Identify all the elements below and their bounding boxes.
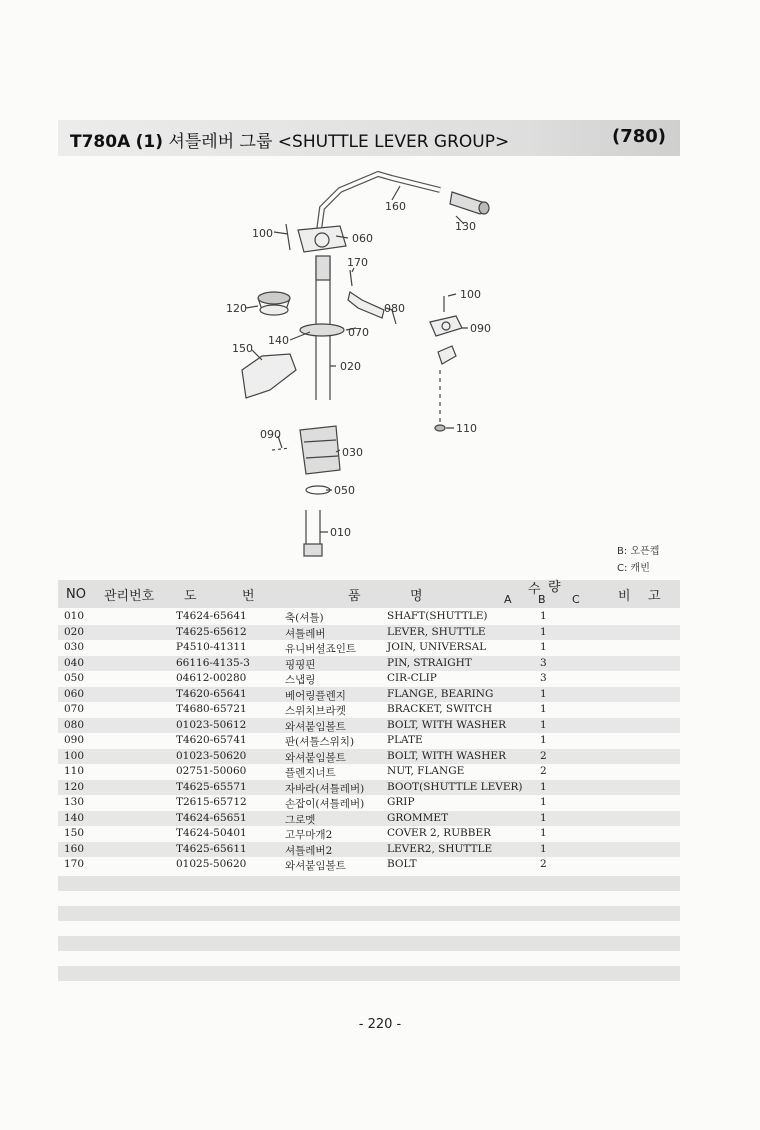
cell-part-number: T4624-65641 <box>176 610 247 622</box>
callout-140: 140 <box>268 334 289 347</box>
callout-120: 120 <box>226 302 247 315</box>
cell-part-number: T4620-65741 <box>176 734 247 746</box>
header-ryang: 량 <box>548 580 561 595</box>
cabin-legend <box>617 543 659 577</box>
cell-name-english: FLANGE, BEARING <box>387 687 494 700</box>
cell-quantity: 1 <box>540 703 547 715</box>
cell-name-korean: 그로멧 <box>285 813 316 826</box>
cell-no: 140 <box>64 811 85 824</box>
cell-no: 170 <box>64 858 85 870</box>
callout-070: 070 <box>348 326 369 339</box>
cell-quantity: 1 <box>540 610 547 622</box>
cell-name-english: SHAFT(SHUTTLE) <box>387 610 488 622</box>
callout-090-right: 090 <box>470 322 491 335</box>
cell-no: 020 <box>64 625 85 638</box>
cell-quantity: 2 <box>540 858 547 870</box>
table-row <box>58 795 680 811</box>
cell-no: 040 <box>64 656 85 669</box>
model-code: T780A <box>70 132 131 152</box>
cell-part-number: T4680-65721 <box>176 703 247 715</box>
section-header <box>58 120 680 156</box>
cell-name-korean: 와셔붙임볼트 <box>285 720 346 733</box>
cell-quantity: 3 <box>540 672 547 684</box>
cell-part-number: T2615-65712 <box>176 796 247 808</box>
empty-row-band <box>58 876 680 891</box>
cell-no: 160 <box>64 842 85 855</box>
callout-100-right: 100 <box>460 288 481 301</box>
empty-row-band <box>58 936 680 951</box>
cell-quantity: 2 <box>540 749 547 762</box>
cell-no: 030 <box>64 641 85 653</box>
cell-part-number: 04612-00280 <box>176 672 247 684</box>
cell-part-number: P4510-41311 <box>176 641 247 653</box>
cell-name-korean: 고무마개2 <box>285 829 333 841</box>
empty-row-band <box>58 966 680 981</box>
cell-name-english: BOLT <box>387 858 417 870</box>
cell-name-korean: 판(셔틀스위치) <box>285 736 355 748</box>
callout-020: 020 <box>340 360 361 373</box>
header-mgmt: 관리번호 <box>104 589 155 604</box>
cell-name-english: GRIP <box>387 796 415 808</box>
cell-name-english: BRACKET, SWITCH <box>387 703 493 715</box>
cell-name-english: LEVER2, SHUTTLE <box>387 842 493 855</box>
cell-no: 070 <box>64 703 85 715</box>
cell-no: 080 <box>64 718 85 731</box>
table-row <box>58 640 680 656</box>
cell-quantity: 2 <box>540 765 547 777</box>
cell-quantity: 1 <box>540 625 547 638</box>
cell-part-number: 01023-50612 <box>176 718 247 731</box>
cell-name-english: JOIN, UNIVERSAL <box>387 641 487 653</box>
cell-no: 110 <box>64 765 85 777</box>
cell-name-korean: 와셔붙임볼트 <box>285 860 346 872</box>
table-row <box>58 733 680 749</box>
cell-name-english: GROMMET <box>387 811 449 824</box>
cell-name-korean: 셔틀레버 <box>285 627 326 640</box>
header-beon: 번 <box>242 589 255 604</box>
table-row <box>58 656 680 672</box>
cell-quantity: 1 <box>540 796 547 808</box>
header-b: B <box>538 593 546 606</box>
table-row <box>58 625 680 641</box>
parts-table-body <box>58 609 680 873</box>
cell-name-korean: 축(셔틀) <box>285 612 324 624</box>
header-a: A <box>504 593 512 606</box>
header-do: 도 <box>184 589 197 604</box>
cell-name-korean: 스위치브라켓 <box>285 705 346 717</box>
header-no: NO <box>66 587 86 602</box>
cell-part-number: 66116-4135-3 <box>176 656 250 669</box>
cell-quantity: 1 <box>540 641 547 653</box>
cell-part-number: 01025-50620 <box>176 858 247 870</box>
table-row <box>58 842 680 858</box>
cell-name-english: PIN, STRAIGHT <box>387 656 472 669</box>
cell-part-number: T4620-65641 <box>176 687 247 700</box>
cell-part-number: 01023-50620 <box>176 749 247 762</box>
cell-name-english: PLATE <box>387 734 423 746</box>
cell-part-number: 02751-50060 <box>176 765 247 777</box>
cell-quantity: 1 <box>540 811 547 824</box>
section-title <box>70 127 509 152</box>
header-c: C <box>572 593 580 606</box>
cell-name-korean: 와셔붙임볼트 <box>285 751 346 764</box>
callout-050: 050 <box>334 484 355 497</box>
table-row <box>58 671 680 687</box>
exploded-parts-diagram <box>0 160 760 560</box>
callout-010: 010 <box>330 526 351 539</box>
cell-no: 150 <box>64 827 85 839</box>
cell-part-number: T4624-65651 <box>176 811 247 824</box>
legend-b: B: 오픈켑 <box>617 546 660 557</box>
cell-part-number: T4624-50401 <box>176 827 247 839</box>
cell-name-english: BOLT, WITH WASHER <box>387 718 506 731</box>
cell-name-korean: 플렌지너트 <box>285 767 336 779</box>
table-row <box>58 687 680 703</box>
cell-no: 010 <box>64 610 85 622</box>
cell-name-korean: 셔틀레버2 <box>285 844 333 857</box>
parts-table-header <box>58 580 680 608</box>
cell-no: 090 <box>64 734 85 746</box>
callout-130: 130 <box>455 220 476 233</box>
cell-part-number: T4625-65571 <box>176 780 247 793</box>
cell-name-korean: 자바라(셔틀레버) <box>285 782 365 795</box>
header-bi: 비 <box>618 589 631 604</box>
title-korean: 셔틀레버 그룹 <box>168 132 273 152</box>
cell-quantity: 1 <box>540 780 547 793</box>
cell-name-korean: 베어링플렌지 <box>285 689 346 702</box>
header-pum: 품 <box>348 589 361 604</box>
callout-080: 080 <box>384 302 405 315</box>
callout-110: 110 <box>456 422 477 435</box>
cell-no: 120 <box>64 780 85 793</box>
cell-no: 100 <box>64 749 85 762</box>
header-su: 수 <box>528 582 541 597</box>
cell-name-english: CIR-CLIP <box>387 672 437 684</box>
table-row <box>58 857 680 873</box>
table-row <box>58 609 680 625</box>
cell-no: 130 <box>64 796 85 808</box>
cell-part-number: T4625-65612 <box>176 625 247 638</box>
table-row <box>58 718 680 734</box>
cell-name-english: COVER 2, RUBBER <box>387 827 492 839</box>
cell-quantity: 1 <box>540 827 547 839</box>
cell-name-korean: 손잡이(셔틀레버) <box>285 798 365 810</box>
legend-c: C: 캐빈 <box>617 563 650 574</box>
section-number: (1) <box>135 132 164 152</box>
cell-quantity: 1 <box>540 687 547 700</box>
table-row <box>58 780 680 796</box>
table-row <box>58 764 680 780</box>
callout-030: 030 <box>342 446 363 459</box>
cell-quantity: 1 <box>540 734 547 746</box>
callout-170: 170 <box>347 256 368 269</box>
cell-name-english: BOOT(SHUTTLE LEVER) <box>387 780 523 793</box>
cell-quantity: 3 <box>540 656 547 669</box>
cell-no: 050 <box>64 672 85 684</box>
table-row <box>58 811 680 827</box>
cell-part-number: T4625-65611 <box>176 842 247 855</box>
callout-160: 160 <box>385 200 406 213</box>
cell-no: 060 <box>64 687 85 700</box>
page-code: (780) <box>611 126 666 147</box>
cell-name-english: BOLT, WITH WASHER <box>387 749 506 762</box>
empty-row-band <box>58 906 680 921</box>
page-number: - 220 - <box>358 1017 402 1032</box>
table-row <box>58 826 680 842</box>
cell-name-english: NUT, FLANGE <box>387 765 465 777</box>
callout-150: 150 <box>232 342 253 355</box>
table-row <box>58 749 680 765</box>
header-go: 고 <box>648 589 661 604</box>
cell-quantity: 1 <box>540 842 547 855</box>
cell-name-korean: 스냅링 <box>285 674 316 686</box>
callout-090-left: 090 <box>260 428 281 441</box>
header-myeong: 명 <box>410 589 423 604</box>
callout-060: 060 <box>352 232 373 245</box>
callout-100-left: 100 <box>252 227 273 240</box>
table-row <box>58 702 680 718</box>
cell-name-korean: 유니버셜죠인트 <box>285 643 357 655</box>
cell-quantity: 1 <box>540 718 547 731</box>
title-english: <SHUTTLE LEVER GROUP> <box>277 132 510 152</box>
cell-name-korean: 핑핑핀 <box>285 658 316 671</box>
cell-name-english: LEVER, SHUTTLE <box>387 625 486 638</box>
